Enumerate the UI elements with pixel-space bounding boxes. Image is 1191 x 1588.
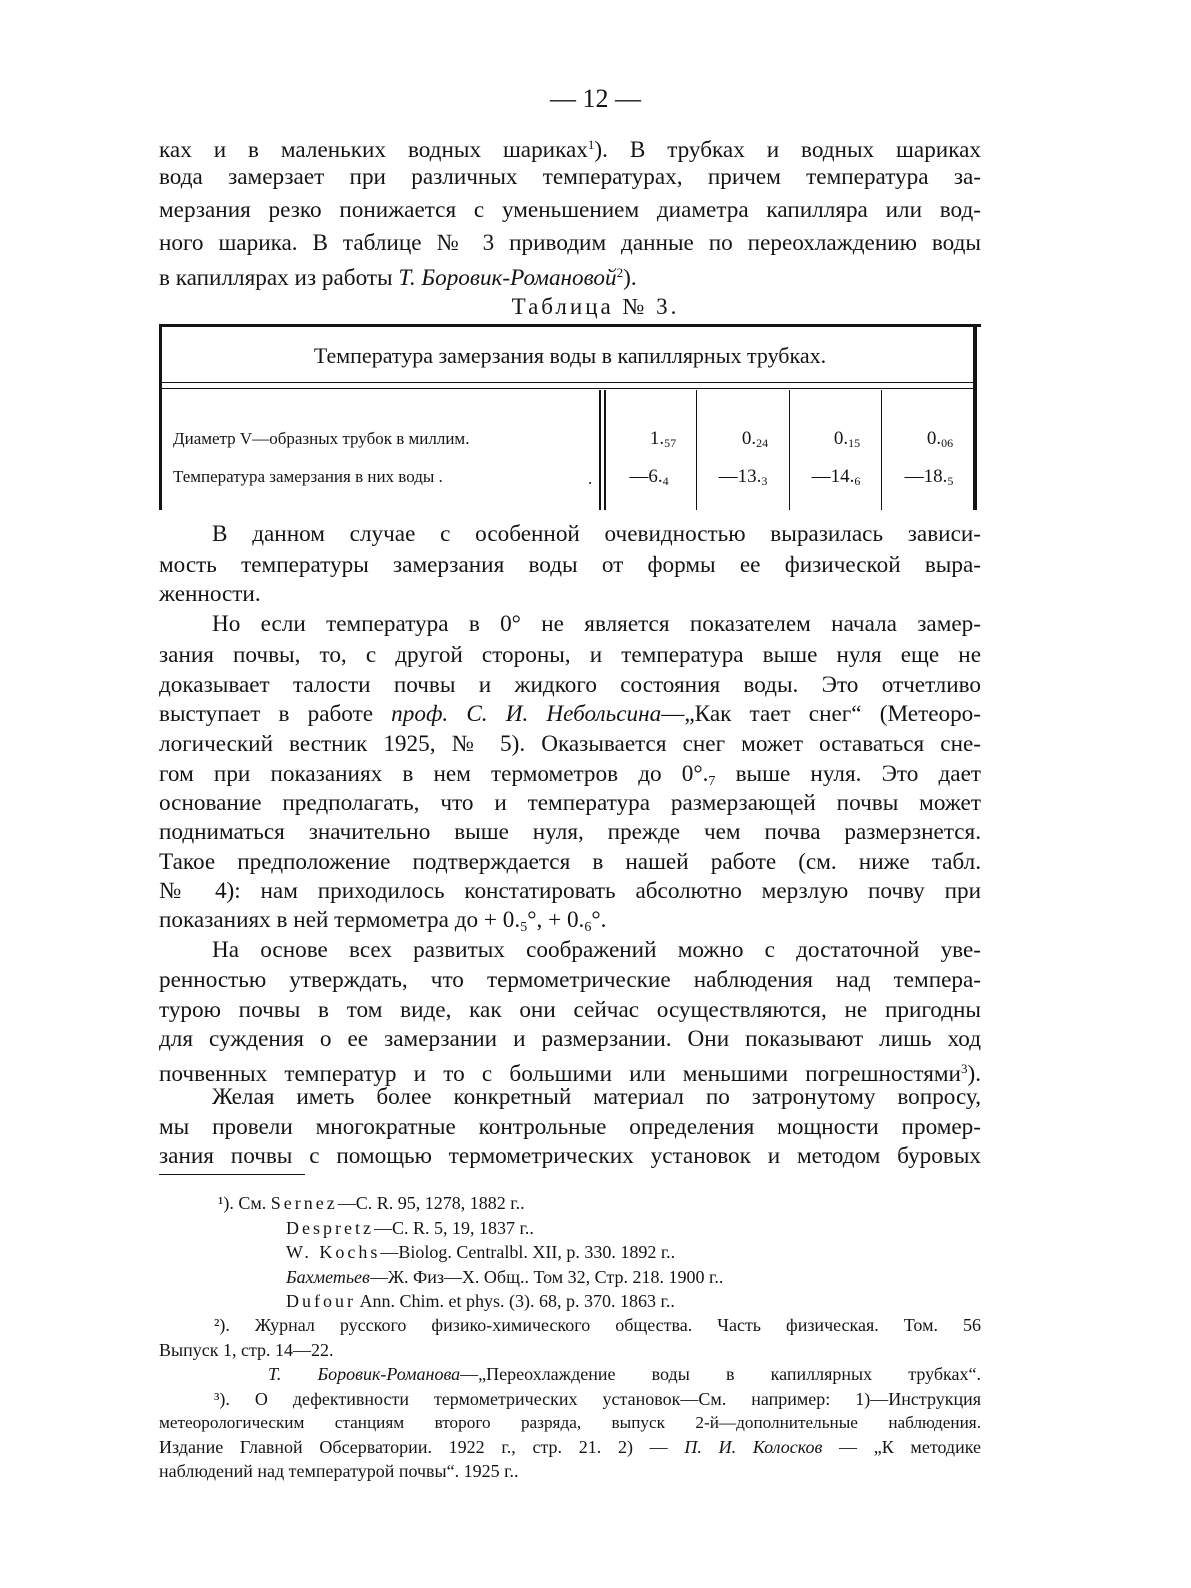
text: показаниях в ней термометра до + 0.: [159, 907, 521, 933]
subscript: 7: [708, 774, 716, 789]
footnote-1-line3: [286, 1239, 675, 1265]
text: ках и в маленьких водных шариках: [159, 137, 588, 163]
para5-line1: Желая иметь более конкретный материал по затронутому вопросу,: [212, 1084, 981, 1110]
author-name: Despretz: [286, 1218, 374, 1238]
text: ). В трубках и водных шариках: [594, 137, 982, 163]
para1-line5: [159, 258, 981, 293]
reference: Издание Главной Обсерватории. 1922 г., стр. 21. 2) —: [159, 1437, 668, 1457]
footnote-separator: [159, 1174, 305, 1175]
para3-line10: № 4): нам приходилось констатировать абсолютно мерзлую почву при: [159, 878, 981, 904]
footnote-3-line1: ³). О дефективности термометрических установок—См. например: 1)—Инструкция: [214, 1389, 981, 1409]
subscript: 5: [520, 920, 528, 935]
cell-diameter-1: [622, 428, 704, 451]
value: —14.: [811, 466, 855, 487]
author-name: проф. С. И. Небольсина: [391, 701, 662, 727]
footnote-3-line3: [159, 1434, 981, 1460]
text: почвенных температур и то с большими или меньшими погрешностями: [159, 1061, 961, 1087]
para2-line2: мость температуры замерзания воды от формы ее физической выра-: [159, 552, 981, 578]
para4-line1: На основе всех развитых соображений можно с достаточной уве-: [212, 937, 981, 963]
footnote-3-line4: наблюдений над температурой почвы“. 1925 г..: [159, 1461, 519, 1481]
footnote-1-line1: [218, 1190, 525, 1216]
value-decimal: 24: [756, 436, 769, 450]
footnote-3-line2: метеорологическим станциям второго разряда, выпуск 2-й—дополнительные наблюдения.: [159, 1413, 981, 1432]
footnote-2-line3: [268, 1361, 981, 1387]
value: 0.: [741, 428, 757, 449]
author-name: Sernez: [270, 1193, 338, 1213]
para1-line1: [159, 130, 981, 165]
value-decimal: 15: [848, 436, 861, 450]
para4-line3: турою почвы в том виде, как они сейчас осуществляются, не пригодны: [159, 997, 981, 1023]
para2-line1: В данном случае с особенной очевидностью выразилась зависи-: [212, 521, 981, 547]
footnote-2-line1: ²). Журнал русского физико-химического общества. Часть физическая. Том. 56: [214, 1315, 981, 1335]
value: —18.: [904, 466, 948, 487]
footnote-mark: ¹). См.: [218, 1193, 267, 1213]
header-rule-2: [162, 388, 977, 389]
cell-temp-3: [795, 466, 877, 489]
text: выступает в работе: [159, 701, 373, 727]
row-label-diameter: Диаметр V—образных трубок в миллим.: [173, 429, 470, 448]
author-name: Бахметьев: [286, 1267, 370, 1287]
text: выше нуля. Это дает: [715, 761, 981, 787]
value: —6.: [629, 466, 663, 487]
row-label-dot: .: [588, 469, 593, 488]
footnote-ref: 3: [960, 1061, 968, 1076]
para1-line3: мерзания резко понижается с уменьшением диаметра капилляра или вод-: [159, 197, 981, 223]
page-number: — 12 —: [550, 84, 641, 113]
col-divider-1a: [599, 390, 601, 510]
para3-line8: подниматься значительно выше нуля, прежде чем почва размерзнется.: [159, 819, 981, 845]
cell-diameter-3: [806, 428, 888, 451]
col-divider-1b: [604, 390, 606, 510]
text: ).: [623, 265, 637, 291]
cell-temp-4: [888, 466, 970, 489]
value-decimal: 06: [941, 436, 954, 450]
value-decimal: 57: [664, 436, 677, 450]
value-decimal: 4: [662, 474, 669, 488]
para5-line2: мы провели многократные контрольные определения мощности промер-: [159, 1114, 981, 1140]
cell-temp-2: [702, 466, 784, 489]
footnote-ref: 2: [616, 265, 624, 280]
reference: —C. R. 5, 19, 1837 г..: [373, 1218, 534, 1238]
reference: Ann. Chim. et phys. (3). 68, p. 370. 1863 г..: [356, 1291, 675, 1311]
para3-line4: [159, 700, 981, 729]
value: 0.: [926, 428, 942, 449]
text: гом при показаниях в нем термометров до 0°.: [159, 761, 709, 787]
reference: —Ж. Физ—Х. Общ.. Том 32, Стр. 218. 1900 г..: [369, 1267, 724, 1287]
para3-line2: зания почвы, то, с другой стороны, и температура выше нуля еще не: [159, 642, 981, 668]
cell-temp-1: [608, 466, 690, 489]
author-name: W. Kochs: [286, 1242, 381, 1262]
text: ).: [967, 1061, 981, 1087]
footnote-1-line5: [286, 1288, 675, 1314]
value-decimal: 5: [947, 474, 954, 488]
footnote-1-line2: [286, 1215, 534, 1241]
table-caption: Таблица № 3.: [511, 294, 680, 319]
para3-line5: логический вестник 1925, № 5). Оказывается снег может оставаться сне-: [159, 731, 981, 757]
para4-line2: ренностью утверждать, что термометрические наблюдения над темпера-: [159, 967, 981, 993]
value: 0.: [833, 428, 849, 449]
author-name: Т. Боровик-Романовой: [398, 265, 617, 291]
header-rule-1: [162, 382, 977, 383]
text: °, + 0.: [527, 907, 585, 933]
para4-line4: для суждения о ее замерзании и размерзании. Они показывают лишь ход: [159, 1026, 981, 1052]
value-decimal: 6: [854, 474, 861, 488]
subscript: 6: [584, 920, 592, 935]
footnote-ref: 1: [587, 137, 595, 152]
value: 1.: [649, 428, 665, 449]
table-top-rule: [159, 324, 981, 327]
footnote-2-line2: Выпуск 1, стр. 14—22.: [159, 1340, 334, 1360]
value-decimal: 3: [761, 474, 768, 488]
para1-line2: вода замерзает при различных температурах, причем температура за-: [159, 164, 981, 190]
author-name: Т. Боровик-Романова: [268, 1364, 461, 1384]
para3-line9: Такое предположение подтверждается в нашей работе (см. ниже табл.: [159, 849, 981, 875]
table-header: Температура замерзания воды в капиллярных трубках.: [313, 343, 827, 368]
reference: — „К методике: [822, 1437, 981, 1457]
text: —„Как тает снег“ (Метеоро-: [661, 701, 981, 727]
para3-line3: доказывает талости почвы и жидкого состояния воды. Это отчетливо: [159, 672, 981, 698]
value: —13.: [718, 466, 762, 487]
author-name: Dufour: [286, 1291, 356, 1311]
reference: —C. R. 95, 1278, 1882 г..: [337, 1193, 525, 1213]
reference: —Biolog. Centralbl. XII, p. 330. 1892 г..: [380, 1242, 676, 1262]
author-name: П. И. Колосков: [684, 1437, 823, 1457]
para3-line1: Но если температура в 0° не является показателем начала замер-: [212, 611, 981, 637]
para3-line7: основание предполагать, что и температура размерзающей почвы может: [159, 790, 981, 816]
cell-diameter-2: [714, 428, 796, 451]
footnote-1-line4: [286, 1264, 723, 1290]
para1-line4: ного шарика. В таблице № 3 приводим данные по переохлаждению воды: [159, 230, 981, 256]
para2-line3: женности.: [159, 581, 261, 607]
text: в капиллярах из работы: [159, 265, 393, 291]
reference: —„Переохлаждение воды в капиллярных трубках“.: [460, 1364, 981, 1384]
text: °.: [591, 907, 607, 933]
para5-line3: зания почвы с помощью термометрических установок и методом буровых: [159, 1143, 981, 1169]
row-label-temperature: Температура замерзания в них воды .: [173, 467, 443, 486]
cell-diameter-4: [899, 428, 981, 451]
